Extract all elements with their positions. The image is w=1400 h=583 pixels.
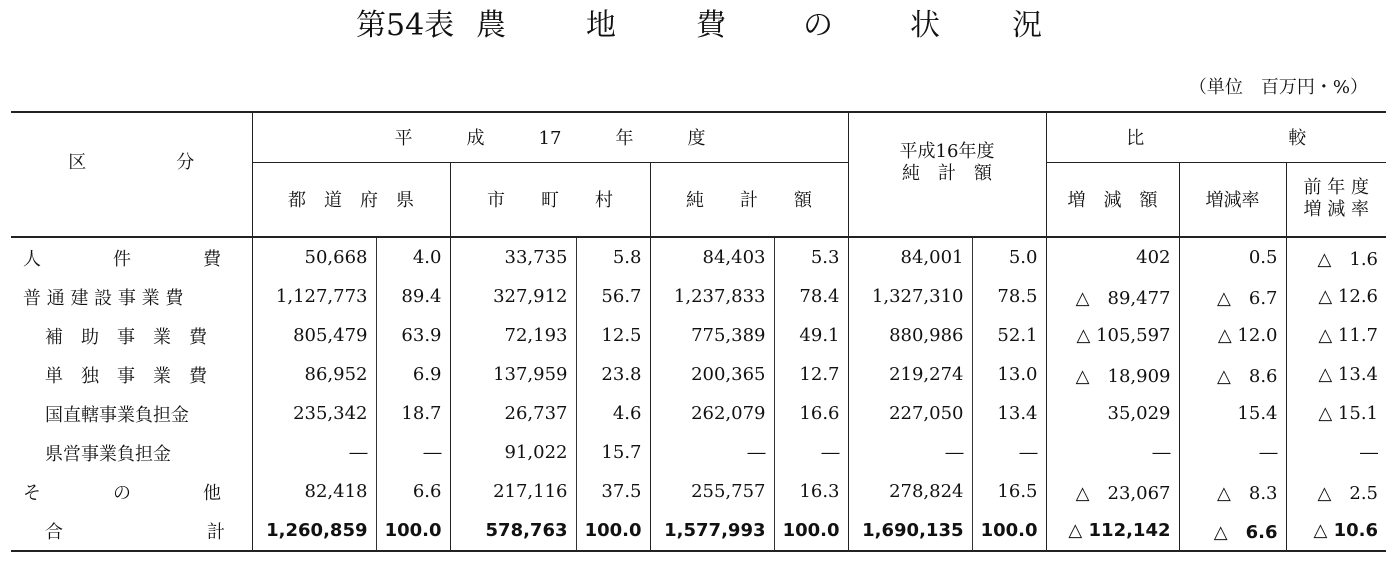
table-cell: 16.5 <box>972 472 1046 511</box>
table-cell: 100.0 <box>972 511 1046 551</box>
table-cell: △ 8.6 <box>1179 355 1286 394</box>
table-cell: 84,001 <box>900 247 964 268</box>
table-cell: 1,237,833 <box>673 286 766 307</box>
header-hikaku: 比 較 <box>1046 112 1386 162</box>
table-row <box>11 433 1386 472</box>
table-cell: 200,365 <box>691 364 766 385</box>
row-label: 県営事業負担金 <box>11 433 252 472</box>
unit-note: （単位 百万円・%） <box>1188 77 1368 98</box>
table-cell: 578,763 <box>450 511 576 551</box>
table-cell: △ 23,067 <box>1046 472 1179 511</box>
table-cell: 5.0 <box>972 237 1046 277</box>
row-label: 単 独 事 業 費 <box>11 355 252 394</box>
header-kubun: 区 分 <box>11 112 252 237</box>
title-char: 状 <box>910 8 940 43</box>
title-char: 況 <box>1012 8 1042 43</box>
table-cell: 78.5 <box>972 277 1046 316</box>
table-row <box>11 316 1386 355</box>
table-cell: 86,952 <box>304 364 368 385</box>
table-cell: 33,735 <box>504 247 568 268</box>
table-cell: 12.5 <box>576 316 650 355</box>
table-cell: 6.6 <box>376 472 450 511</box>
table-cell: 402 <box>1046 237 1179 277</box>
table-cell: 5.8 <box>576 237 650 277</box>
table-title <box>0 6 1400 46</box>
header-h16: 平成16年度 純 計 額 <box>848 112 1046 237</box>
table-cell: 89.4 <box>376 277 450 316</box>
table-cell: 235,342 <box>293 403 368 424</box>
table-cell: △ 2.5 <box>1317 482 1378 504</box>
title-char: の <box>803 8 833 43</box>
table-cell: 1,690,135 <box>848 511 972 551</box>
table-cell: 37.5 <box>576 472 650 511</box>
table-cell: 4.0 <box>376 237 450 277</box>
table-cell: △ 1.6 <box>1317 248 1378 270</box>
table-cell: △ 6.7 <box>1179 277 1286 316</box>
table-cell: 100.0 <box>576 511 650 551</box>
table-cell: 1,577,993 <box>650 511 774 551</box>
table-cell: 16.6 <box>774 394 848 433</box>
table-cell: 13.0 <box>972 355 1046 394</box>
table-row <box>11 277 1386 316</box>
table-cell: 15.7 <box>576 433 650 472</box>
title-prefix: 第54表 <box>356 8 455 43</box>
table-cell: △ 13.4 <box>1318 364 1378 385</box>
row-label: 国直轄事業負担金 <box>11 394 252 433</box>
table-cell: ― <box>774 433 848 472</box>
table-cell: 1,127,773 <box>275 286 368 307</box>
table-cell: 84,403 <box>702 247 766 268</box>
table-cell: △ 18,909 <box>1046 355 1179 394</box>
title-char: 農 <box>476 8 506 43</box>
table-cell: 49.1 <box>774 316 848 355</box>
header-todofuken: 都 道 府 県 <box>252 162 450 237</box>
table-cell: △ 10.6 <box>1286 511 1386 551</box>
row-label: 普 通 建 設 事 業 費 <box>11 277 252 316</box>
table-row <box>11 355 1386 394</box>
table-cell: 100.0 <box>376 511 450 551</box>
table-cell: 35,029 <box>1046 394 1179 433</box>
table-cell: 100.0 <box>774 511 848 551</box>
table-cell: 82,418 <box>304 481 368 502</box>
table-cell: 0.5 <box>1179 237 1286 277</box>
row-label: そ の 他 <box>11 472 252 511</box>
table-cell: ― <box>747 442 766 463</box>
table-cell: 219,274 <box>889 364 964 385</box>
table-row <box>11 237 1386 277</box>
header-zennendo: 前 年 度 増 減 率 <box>1286 162 1386 237</box>
table-cell: 16.3 <box>774 472 848 511</box>
table-cell: △ 11.7 <box>1318 325 1378 346</box>
table-cell: 12.7 <box>774 355 848 394</box>
table-cell: 23.8 <box>576 355 650 394</box>
table-cell: 775,389 <box>691 325 766 346</box>
table-cell: 52.1 <box>972 316 1046 355</box>
table-cell: 255,757 <box>691 481 766 502</box>
table-cell: △ 6.6 <box>1179 511 1286 551</box>
header-h17: 平 成 17 年 度 <box>252 112 848 162</box>
title-char: 地 <box>586 8 616 43</box>
table-cell: 50,668 <box>304 247 368 268</box>
table-cell: 78.4 <box>774 277 848 316</box>
header-zougenritsu: 増減率 <box>1179 162 1286 237</box>
table-cell: ― <box>945 442 964 463</box>
table-cell: ― <box>1179 433 1286 472</box>
table-cell: △ 12.6 <box>1318 286 1378 307</box>
table-cell: ― <box>349 442 368 463</box>
table-cell: 880,986 <box>889 325 964 346</box>
table-cell: 5.3 <box>774 237 848 277</box>
header-junkei: 純 計 額 <box>650 162 848 237</box>
row-label: 合 計 <box>11 511 252 551</box>
table-cell: 1,260,859 <box>252 511 376 551</box>
table-cell: 26,737 <box>504 403 568 424</box>
table-cell: 18.7 <box>376 394 450 433</box>
table-cell: △ 89,477 <box>1046 277 1179 316</box>
table-row <box>11 472 1386 511</box>
table-cell: ― <box>1360 442 1378 463</box>
table-cell: 6.9 <box>376 355 450 394</box>
row-label: 補 助 事 業 費 <box>11 316 252 355</box>
table-cell: 4.6 <box>576 394 650 433</box>
table-cell: △ 12.0 <box>1179 316 1286 355</box>
table-cell: 805,479 <box>293 325 368 346</box>
header-zougengaku: 増 減 額 <box>1046 162 1179 237</box>
farmland-expense-table <box>11 111 1386 552</box>
table-cell: 278,824 <box>889 481 964 502</box>
table-cell: 72,193 <box>504 325 568 346</box>
table-cell: 15.4 <box>1179 394 1286 433</box>
table-cell: 13.4 <box>972 394 1046 433</box>
row-label: 人 件 費 <box>11 237 252 277</box>
table-cell: △ 15.1 <box>1318 403 1378 424</box>
table-cell: ― <box>1046 433 1179 472</box>
title-char: 費 <box>696 8 726 43</box>
header-shichoson: 市 町 村 <box>450 162 650 237</box>
table-cell: 137,959 <box>493 364 568 385</box>
table-row <box>11 511 1386 551</box>
table-cell: 91,022 <box>504 442 568 463</box>
table-cell: 262,079 <box>691 403 766 424</box>
table-cell: 63.9 <box>376 316 450 355</box>
table-cell: △ 112,142 <box>1046 511 1179 551</box>
table-cell: 217,116 <box>493 481 568 502</box>
table-cell: ― <box>376 433 450 472</box>
table-cell: 327,912 <box>493 286 568 307</box>
table-body <box>11 237 1386 551</box>
table-cell: 1,327,310 <box>871 286 964 307</box>
table-cell: ― <box>972 433 1046 472</box>
table-cell: 56.7 <box>576 277 650 316</box>
table-cell: 227,050 <box>889 403 964 424</box>
table-cell: △ 105,597 <box>1046 316 1179 355</box>
table-cell: △ 8.3 <box>1179 472 1286 511</box>
table-row <box>11 394 1386 433</box>
